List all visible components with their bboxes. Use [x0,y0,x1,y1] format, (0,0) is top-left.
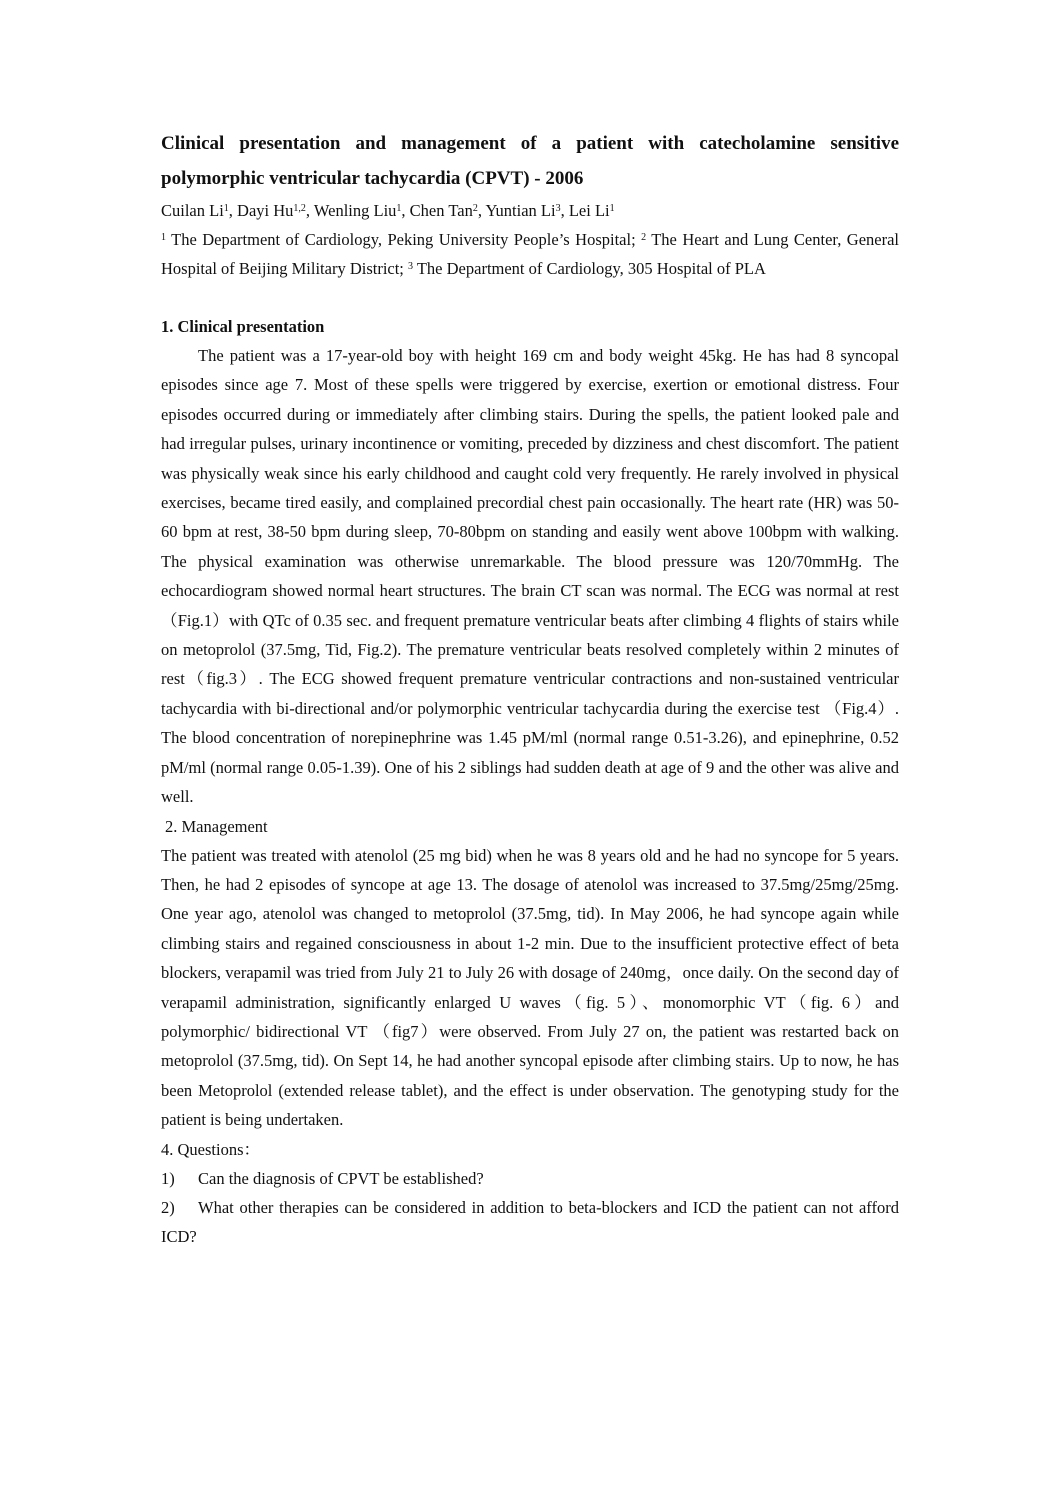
section-heading-management: 2. Management [165,816,268,836]
clinical-presentation-body: The patient was a 17-year-old boy with height 169 cm and body weight 45kg. He has had 8 syncopal episodes since age 7. Most of these spells were triggered by exercise, exertion or emotional distress. Four episodes occurred during or immediately after climbing stairs. During the spells, the patient looked pale and had irregular pulses, urinary incontinence or vomiting, preceded by dizziness and chest discomfort. The patient was physically weak since his early childhood and caught cold very frequently. He rarely involved in physical exercises, became tired easily, and complained precordial chest pain occasionally. The heart rate (HR) was 50-60 bpm at rest, 38-50 bpm during sleep, 70-80bpm on standing and easily went above 100bpm with walking. The physical examination was otherwise unremarkable. The blood pressure was 120/70mmHg. The echocardiogram showed normal heart structures. The brain CT scan was normal. The ECG was normal at rest（Fig.1）with QTc of 0.35 sec. and frequent premature ventricular beats after climbing 4 flights of stairs while on metoprolol (37.5mg, Tid, Fig.2). The premature ventricular beats resolved completely within 2 minutes of rest（fig.3）. The ECG showed frequent premature ventricular contractions and non-sustained ventricular tachycardia with bi-directional and/or polymorphic ventricular tachycardia during the exercise test （Fig.4）. The blood concentration of norepinephrine was 1.45 pM/ml (normal range 0.51-3.26), and epinephrine, 0.52 pM/ml (normal range 0.05-1.39). One of his 2 siblings had sudden death at age of 9 and the other was alive and well. [161,346,899,807]
author-list [161,196,899,225]
author: Chen Tan$^2$, [409,201,486,220]
section-heading-questions: 4. Questions： [161,1139,260,1159]
title-line-1: Clinical presentation and management of a patient with catecholamine sensitive [161,133,899,154]
affiliations: $^1$ The Department of Cardiology, Peking University People’s Hospital; $^2$ The Heart and Lung Center, General Hospital of Beijing Military District; $^3$ The Department of Cardiology, 305 Hospital of PLA [161,230,900,278]
author: Lei Li$^1$ [568,201,615,220]
management-body: The patient was treated with atenolol (25 mg bid) when he was 8 years old and he had no syncope for 5 years. Then, he had 2 episodes of syncope at age 13. The dosage of atenolol was increased to 37.5mg/25mg/25mg. One year ago, atenolol was changed to metoprolol (37.5mg, tid). In May 2006, he had syncope again while climbing stairs and regained consciousness in about 1-2 min. Due to the insufficient protective effect of beta blockers, verapamil was tried from July 21 to July 26 with dosage of 240mg，once daily. On the second day of verapamil administration, significantly enlarged U waves（fig. 5）、monomorphic VT（fig. 6）and polymorphic/ bidirectional VT （fig7）were observed. From July 27 on, the patient was restarted back on metoprolol (37.5mg, tid). On Sept 14, he had another syncopal episode after climbing stairs. Up to now, he has been Metoprolol (extended release tablet), and the effect is under observation. The genotyping study for the patient is being undertaken. [161,845,899,1130]
author: Dayi Hu$^{1,2}$, [237,201,314,220]
paper-title [161,126,899,196]
question-item: 2) What other therapies can be considered in addition to beta-blockers and ICD the patient can not afford ICD? [161,1197,899,1247]
author: Wenling Liu$^1$, [313,201,410,220]
paper-page [161,126,899,1252]
author: Cuilan Li$^1$, [161,201,238,220]
title-line-2: polymorphic ventricular tachycardia (CPVT) - 2006 [161,168,584,189]
section-heading-clinical-presentation: 1. Clinical presentation [161,317,325,336]
question-item: 1) Can the diagnosis of CPVT be established? [161,1168,484,1188]
author: Yuntian Li$^3$, [485,201,569,220]
